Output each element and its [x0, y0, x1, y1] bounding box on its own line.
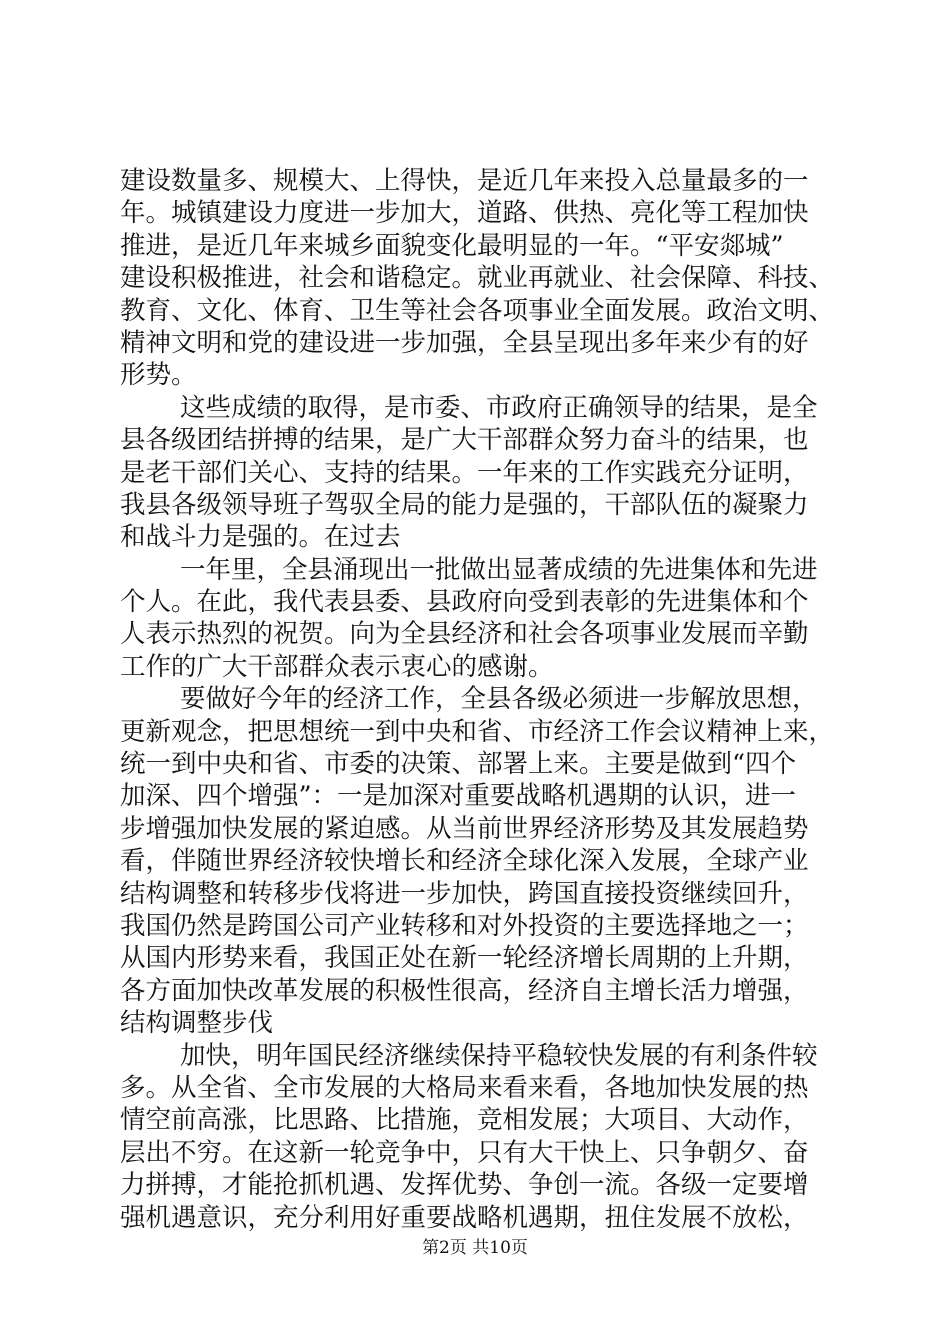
text-line: 多。从全省、全市发展的大格局来看来看，各地加快发展的热	[120, 1072, 809, 1103]
text-line: 强机遇意识，充分利用好重要战略机遇期，扭住发展不放松，	[120, 1202, 809, 1233]
text-line: 工作的广大干部群众表示衷心的感谢。	[120, 651, 554, 682]
page-footer	[0, 1237, 950, 1259]
text-line: 推进，是近几年来城乡面貌变化最明显的一年。“平安郯城”	[120, 230, 784, 261]
paragraph	[120, 554, 840, 684]
text-line: 要做好今年的经济工作，全县各级必须进一步解放思想，	[180, 684, 818, 715]
text-line: 建设积极推进，社会和谐稳定。就业再就业、社会保障、科技、	[120, 263, 835, 294]
text-line: 加快，明年国民经济继续保持平稳较快发展的有利条件较	[180, 1040, 818, 1071]
text-line: 建设数量多、规模大、上得快，是近几年来投入总量最多的一	[120, 166, 809, 196]
text-line: 是老干部们关心、支持的结果。一年来的工作实践充分证明，	[120, 457, 809, 488]
document-body	[120, 165, 840, 1234]
text-line: 一年里，全县涌现出一批做出显著成绩的先进集体和先进	[180, 554, 818, 585]
paragraph	[120, 683, 840, 1039]
text-line: 层出不穷。在这新一轮竞争中，只有大干快上、只争朝夕、奋	[120, 1137, 809, 1168]
text-line: 我县各级领导班子驾驭全局的能力是强的，干部队伍的凝聚力	[120, 489, 809, 520]
page-number-label: 第2页 共10页	[422, 1238, 528, 1258]
text-line: 这些成绩的取得，是市委、市政府正确领导的结果，是全	[180, 392, 818, 423]
text-line: 我国仍然是跨国公司产业转移和对外投资的主要选择地之一；	[120, 910, 809, 941]
text-line: 加深、四个增强”：一是加深对重要战略机遇期的认识，进一	[120, 781, 797, 812]
text-line: 精神文明和党的建设进一步加强，全县呈现出多年来少有的好	[120, 327, 809, 358]
text-line: 形势。	[120, 360, 197, 391]
text-line: 各方面加快改革发展的积极性很高，经济自主增长活力增强，	[120, 975, 809, 1006]
text-line: 结构调整步伐	[120, 1008, 274, 1039]
text-line: 人表示热烈的祝贺。向为全县经济和社会各项事业发展而辛勤	[120, 619, 809, 650]
text-line: 力拼搏，才能抢抓机遇、发挥优势、争创一流。各级一定要增	[120, 1170, 809, 1201]
paragraph	[120, 1040, 840, 1234]
text-line: 年。城镇建设力度进一步加大，道路、供热、亮化等工程加快	[120, 198, 809, 229]
text-line: 步增强加快发展的紧迫感。从当前世界经济形势及其发展趋势	[120, 813, 809, 844]
text-line: 县各级团结拼搏的结果，是广大干部群众努力奋斗的结果，也	[120, 425, 809, 456]
paragraph	[120, 165, 840, 392]
text-line: 看，伴随世界经济较快增长和经济全球化深入发展，全球产业	[120, 846, 809, 877]
text-line: 和战斗力是强的。在过去	[120, 522, 401, 553]
text-line: 统一到中央和省、市委的决策、部署上来。主要是做到“四个	[120, 749, 797, 780]
text-line: 教育、文化、体育、卫生等社会各项事业全面发展。政治文明、	[120, 295, 835, 326]
text-line: 从国内形势来看，我国正处在新一轮经济增长周期的上升期，	[120, 943, 809, 974]
paragraph	[120, 392, 840, 554]
text-line: 个人。在此，我代表县委、县政府向受到表彰的先进集体和个	[120, 587, 809, 618]
text-line: 结构调整和转移步伐将进一步加快，跨国直接投资继续回升，	[120, 878, 809, 909]
text-line: 更新观念，把思想统一到中央和省、市经济工作会议精神上来，	[120, 716, 835, 747]
text-line: 情空前高涨，比思路、比措施，竞相发展；大项目、大动作，	[120, 1105, 809, 1136]
